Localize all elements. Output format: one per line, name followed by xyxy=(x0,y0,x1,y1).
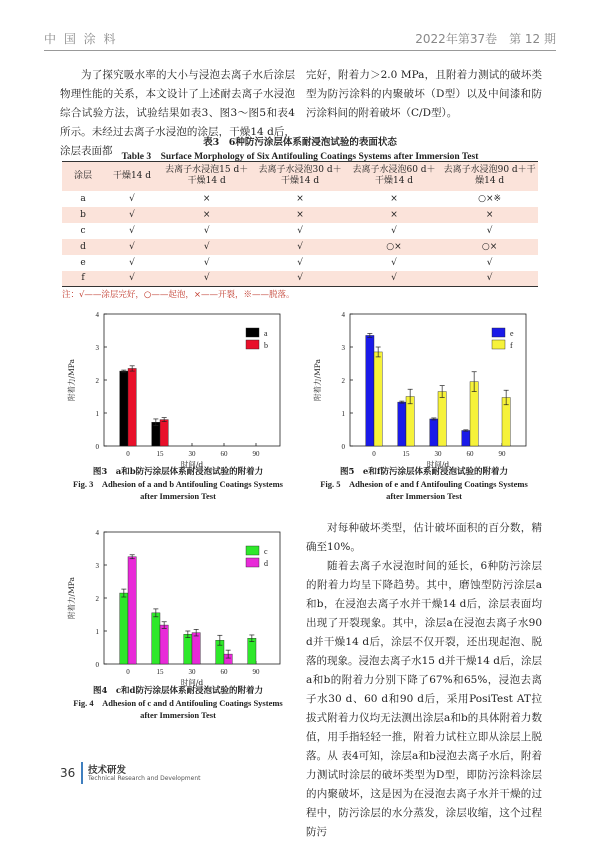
table-cell: √ xyxy=(203,257,210,268)
x-tick-label: 60 xyxy=(220,450,228,458)
table-cell: a xyxy=(80,193,86,204)
y-tick-label: 2 xyxy=(95,595,99,603)
bar-f xyxy=(374,352,382,446)
x-tick-label: 15 xyxy=(402,450,410,458)
table-cell: √ xyxy=(297,225,303,236)
legend-label: b xyxy=(264,341,268,350)
paragraph-text: 随着去离子水浸泡时间的延长，6种防污涂层的附着力均呈下降趋势。其中，磨蚀型防污涂层a和b，在浸泡去离子水并干燥14 d后，涂层表面均出现了开裂现象。其中，涂层a在浸泡去离子水90 d并干燥14 d后，涂层不仅开裂，还出现起泡、脱落的现象。浸泡去离子水15 d并干燥14 d后，涂层a和b的附着力分别下降了67%和65%，浸泡去离子水30 d、60 d和90 d后，采用PosiTest AT拉拔式附着力仪均无法测出涂层a和b的具体附着力数值，用手指轻轻一推，附着力试柱立即从涂层上脱落。从 表4可知，涂层a和b浸泡去离子水后，附着力测试时涂层的破坏类型为D型，即防污涂料涂层的内聚破坏，这是因为在浸泡去离子水并干燥的过程中，防污涂层的水分蒸发，涂层收缩，这个过程防污 xyxy=(306,560,542,838)
table-cell: √ xyxy=(391,273,397,284)
table-row xyxy=(62,207,538,223)
y-tick-label: 1 xyxy=(95,628,99,636)
table-cell: √ xyxy=(297,257,303,268)
table-cell: × xyxy=(296,193,304,204)
fig3-caption-en: Fig. 3 Adhesion of a and b Antifouling Coatings Systems xyxy=(73,479,283,489)
legend-swatch xyxy=(492,340,505,349)
y-tick-label: 3 xyxy=(95,562,99,570)
table-cell: √ xyxy=(129,241,135,252)
table-row xyxy=(62,191,538,207)
x-tick-label: 30 xyxy=(434,450,442,458)
table-cell: × xyxy=(202,209,211,220)
y-tick-label: 0 xyxy=(341,443,345,451)
fig4-caption xyxy=(60,685,296,721)
table-cell: × xyxy=(485,209,494,220)
bar-a xyxy=(120,371,128,446)
y-tick-label: 4 xyxy=(95,311,99,319)
x-tick-label: 30 xyxy=(188,668,196,676)
page-number: 36 xyxy=(60,766,76,780)
bar-c xyxy=(120,593,128,664)
bar-f xyxy=(438,392,446,446)
bar-e xyxy=(366,335,374,446)
table-cell: e xyxy=(80,257,86,268)
x-axis-label: 时间/d xyxy=(180,678,204,687)
table3-note: 注：√——涂层完好，○——起泡，×——开裂，※——脱落。 xyxy=(62,290,295,300)
fig5-caption-cn: 图5 e和f防污涂层体系耐浸泡试验的附着力 xyxy=(340,467,508,477)
journal-name: 中 国 涂 料 xyxy=(44,32,118,46)
table-cell: √ xyxy=(203,241,210,252)
table-cell: √ xyxy=(297,241,303,252)
paragraph-text: 为了探究吸水率的大小与浸泡去离子水后涂层物理性能的关系，本文设计了上述耐去离子水浸泡综合试验方法，试验结果如表3、图3～图5和表4所示。未经过去离子水浸泡的涂层，干燥14 d后，涂层表面都 xyxy=(60,69,295,157)
legend-label: d xyxy=(264,559,268,568)
x-tick-label: 15 xyxy=(156,450,164,458)
x-axis-label: 时间/d xyxy=(426,460,450,469)
y-tick-label: 4 xyxy=(341,311,345,319)
bar-c xyxy=(248,638,256,664)
fig3-caption-cn: 图3 a和b防污涂层体系耐浸泡试验的附着力 xyxy=(92,467,264,477)
table-cell: × xyxy=(390,193,398,204)
bar-e xyxy=(398,402,406,446)
x-axis-label: 时间/d xyxy=(180,460,204,469)
table-header-cell: 去离子水浸泡90 d＋干燥14 d xyxy=(443,165,536,187)
fig5-chart xyxy=(306,306,542,469)
legend-label: a xyxy=(264,329,268,338)
table-cell: √ xyxy=(129,257,135,268)
paragraph-right-body xyxy=(306,519,542,842)
x-tick-label: 15 xyxy=(156,668,164,676)
y-axis-label: 附着力/MPa xyxy=(67,359,76,401)
x-tick-label: 60 xyxy=(466,450,474,458)
table-header-cell: 涂层 xyxy=(73,170,92,181)
table-cell: f xyxy=(81,273,85,284)
y-axis-label: 附着力/MPa xyxy=(67,577,76,619)
table-cell: × xyxy=(202,193,211,204)
bar-b xyxy=(160,420,168,446)
table-cell: √ xyxy=(486,225,493,236)
bar-d xyxy=(128,557,136,664)
table-header-cell: 干燥14 d xyxy=(112,170,152,181)
y-tick-label: 4 xyxy=(95,529,99,537)
x-tick-label: 90 xyxy=(252,668,260,676)
table-row xyxy=(62,239,538,255)
table-header-row xyxy=(62,162,538,191)
paragraph-top-right xyxy=(306,66,542,123)
table-row xyxy=(62,255,538,271)
table-header-cell: 去离子水浸泡60 d＋干燥14 d xyxy=(352,165,436,187)
y-tick-label: 1 xyxy=(341,410,345,418)
table-cell: √ xyxy=(129,225,135,236)
table-cell: × xyxy=(390,209,398,220)
section-name: 技术研发 xyxy=(88,765,127,776)
x-tick-label: 90 xyxy=(498,450,506,458)
legend-swatch xyxy=(246,546,259,555)
table-cell: ○× xyxy=(481,241,498,252)
y-tick-label: 0 xyxy=(95,661,99,669)
bar-e xyxy=(430,419,438,446)
x-tick-label: 0 xyxy=(126,668,130,676)
table-cell: ○× xyxy=(386,241,402,252)
table3 xyxy=(62,161,538,287)
table-header-cell: 去离子水浸泡30 d＋干燥14 d xyxy=(258,165,342,187)
legend-label: c xyxy=(264,547,268,556)
table-cell: √ xyxy=(203,225,210,236)
table-row xyxy=(62,223,538,239)
section-name-en: Technical Research and Development xyxy=(88,775,201,782)
table-cell: √ xyxy=(486,257,493,268)
table-cell: √ xyxy=(203,273,210,284)
x-tick-label: 60 xyxy=(220,668,228,676)
fig4-caption-en: Fig. 4 Adhesion of c and d Antifouling Coatings Systems xyxy=(73,698,283,708)
fig4-caption-cn: 图4 c和d防污涂层体系耐浸泡试验的附着力 xyxy=(92,686,264,696)
table-cell: ○×※ xyxy=(478,193,502,204)
table-cell: d xyxy=(80,241,86,252)
legend-label: e xyxy=(510,329,514,338)
table-cell: √ xyxy=(129,273,135,284)
table3-title-cn: 表3 6种防污涂层体系耐浸泡试验的表面状态 xyxy=(203,137,397,148)
table-cell: √ xyxy=(129,209,135,220)
y-tick-label: 3 xyxy=(341,344,345,352)
y-tick-label: 2 xyxy=(341,377,345,385)
legend-swatch xyxy=(246,558,259,567)
legend-swatch xyxy=(246,328,259,337)
fig3-caption xyxy=(60,466,296,502)
bar-c xyxy=(184,634,192,664)
legend-swatch xyxy=(492,328,505,337)
table-cell: c xyxy=(80,225,86,236)
issue-info: 2022年第37卷 第 12 期 xyxy=(415,32,556,46)
y-tick-label: 0 xyxy=(95,443,99,451)
x-tick-label: 90 xyxy=(252,450,260,458)
table-cell: √ xyxy=(391,225,397,236)
table-header-cell: 去离子水浸泡15 d＋干燥14 d xyxy=(165,165,249,187)
fig4-chart xyxy=(60,524,296,687)
header-rule xyxy=(44,50,556,51)
table-cell: √ xyxy=(391,257,397,268)
table-cell: √ xyxy=(129,193,135,204)
fig4-caption-en-2: after Immersion Test xyxy=(140,710,216,720)
fig5-caption-en: Fig. 5 Adhesion of e and f Antifouling Coatings Systems xyxy=(320,479,528,489)
footer-divider xyxy=(81,762,83,784)
y-tick-label: 1 xyxy=(95,410,99,418)
table-cell: × xyxy=(296,209,304,220)
fig5-caption-en-2: after Immersion Test xyxy=(386,491,462,501)
x-tick-label: 0 xyxy=(126,450,130,458)
bar-d xyxy=(160,625,168,664)
table-cell: √ xyxy=(297,273,303,284)
y-tick-label: 3 xyxy=(95,344,99,352)
fig5-caption xyxy=(306,466,542,502)
bar-d xyxy=(192,633,200,664)
y-axis-label: 附着力/MPa xyxy=(313,359,322,401)
fig3-chart xyxy=(60,306,296,469)
fig3-caption-en-2: after Immersion Test xyxy=(140,491,216,501)
table-row xyxy=(62,271,538,287)
bar-e xyxy=(462,430,470,446)
x-tick-label: 0 xyxy=(372,450,376,458)
legend-swatch xyxy=(246,340,259,349)
y-tick-label: 2 xyxy=(95,377,99,385)
paragraph-text: 对每种破坏类型，估计破坏面积的百分数，精确至10%。 xyxy=(306,522,542,553)
bar-c xyxy=(152,613,160,664)
table3-title-en: Table 3 Surface Morphology of Six Antifouling Coatings Systems after Immersion Test xyxy=(121,152,479,162)
table-cell: b xyxy=(80,209,86,220)
table-cell: √ xyxy=(486,273,493,284)
bar-b xyxy=(128,368,136,446)
x-tick-label: 30 xyxy=(188,450,196,458)
paragraph-text: 完好，附着力＞2.0 MPa，且附着力测试的破坏类型为防污涂料的内聚破坏（D型）以及中间漆和防污涂料间的附着破坏（C/D型）。 xyxy=(306,69,542,119)
legend-label: f xyxy=(510,341,513,350)
